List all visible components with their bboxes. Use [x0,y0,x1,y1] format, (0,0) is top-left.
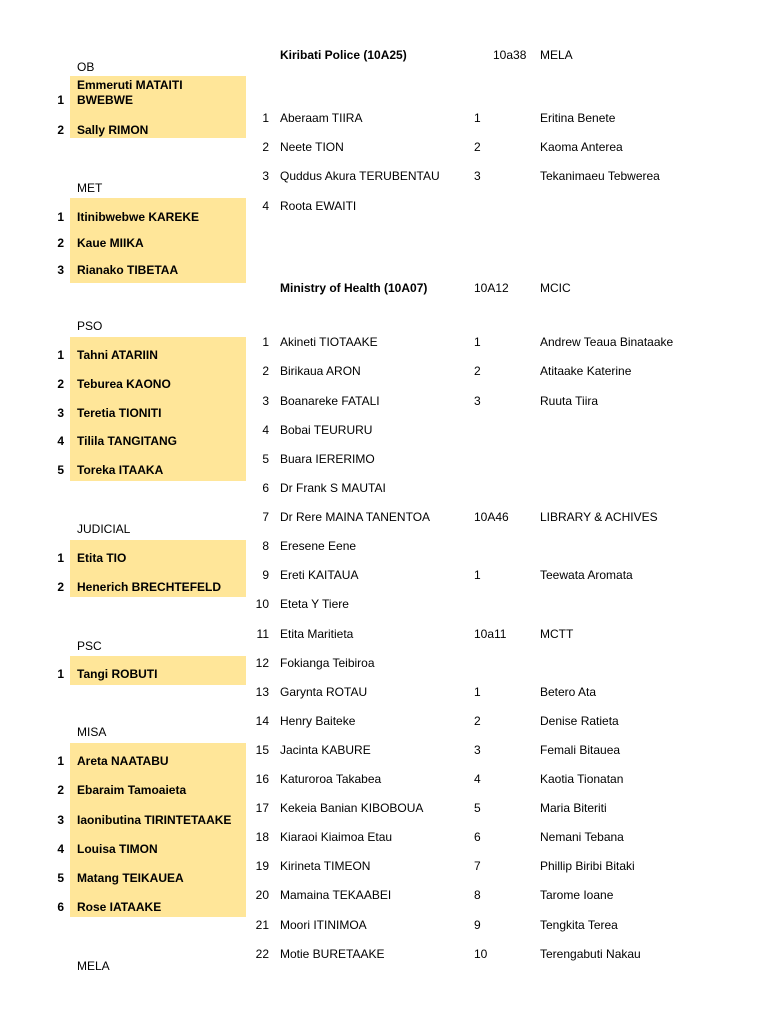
member-name: Moori ITINIMOA [280,918,367,932]
member-name: Henry Baiteke [280,714,356,728]
row-number: 1 [57,754,64,768]
member-name: Etita Maritieta [280,627,354,641]
member-name: Phillip Biribi Bitaki [540,859,635,873]
row-number: 2 [57,580,64,594]
member-name: Mamaina TEKAABEI [280,888,392,902]
member-name: Rianako TIBETAA [77,263,179,277]
row-number: 19 [255,859,269,873]
row-number: 1 [57,210,64,224]
row-number: 4 [474,772,481,786]
row-number: 1 [474,685,481,699]
row-number: 5 [57,463,64,477]
row-number: 4 [262,423,269,437]
row-number: 7 [474,859,481,873]
row-number: 3 [57,406,64,420]
member-name: Maria Biteriti [540,801,607,815]
member-name: Motie BURETAAKE [280,947,385,961]
section-title: Kiribati Police (10A25) [280,48,407,62]
member-name: Aberaam TIIRA [280,111,363,125]
row-number: 2 [57,783,64,797]
member-name: Garynta ROTAU [280,685,368,699]
member-name: Andrew Teaua Binataake [540,335,674,349]
row-number: 2 [57,123,64,137]
row-number: 8 [474,888,481,902]
row-number: 1 [262,111,269,125]
member-name: Matang TEIKAUEA [77,871,184,885]
row-number: 1 [474,335,481,349]
member-name: Tahni ATARIIN [77,348,158,362]
member-name: Katuroroa Takabea [280,772,382,786]
row-number: 16 [255,772,269,786]
member-name: Itinibwebwe KAREKE [77,210,200,224]
group-title: MET [77,181,103,195]
section-title: MCTT [540,627,574,641]
group-title: PSO [77,319,103,333]
row-number: 5 [474,801,481,815]
row-number: 14 [255,714,269,728]
row-number: 17 [255,801,269,815]
member-name: Emmeruti MATAITI [77,78,183,92]
section-title: MCIC [540,281,571,295]
row-number: 13 [255,685,269,699]
member-name: Teretia TIONITI [77,406,162,420]
row-number: 1 [474,111,481,125]
row-number: 21 [255,918,269,932]
group-title: PSC [77,639,102,653]
row-number: 11 [256,627,269,641]
row-number: 3 [262,394,269,408]
row-number: 3 [57,263,64,277]
row-number: 3 [57,813,64,827]
section-code: 10a38 [493,48,527,62]
member-name: Areta NAATABU [77,754,169,768]
row-number: 2 [474,364,481,378]
member-name: Ereti KAITAUA [280,568,359,582]
row-number: 4 [262,199,269,213]
row-number: 1 [57,667,64,681]
row-number: 20 [255,888,269,902]
member-name: Ruuta Tiira [540,394,599,408]
group-title: OB [77,60,95,74]
member-name: Jacinta KABURE [280,743,371,757]
row-number: 10 [474,947,488,961]
group-title: MELA [77,959,110,973]
row-number: 18 [255,830,269,844]
member-name: Eresene Eene [280,539,357,553]
member-name: Kekeia Banian KIBOBOUA [280,801,424,815]
member-name: Kaoma Anterea [540,140,623,154]
member-name: Akineti TIOTAAKE [280,335,378,349]
member-name: Dr Frank S MAUTAI [280,481,386,495]
member-name: Nemani Tebana [540,830,624,844]
member-name: Birikaua ARON [280,364,361,378]
member-name: Terengabuti Nakau [540,947,641,961]
member-name: Roota EWAITI [280,199,357,213]
member-name: Quddus Akura TERUBENTAU [280,169,440,183]
row-number: 15 [255,743,269,757]
member-name: Tengkita Terea [540,918,618,932]
member-name: Kiaraoi Kiaimoa Etau [280,830,393,844]
member-name: Etita TIO [77,551,127,565]
row-number: 6 [262,481,269,495]
row-number: 12 [255,656,269,670]
member-name: Femali Bitauea [540,743,621,757]
member-name: Louisa TIMON [77,842,158,856]
row-number: 7 [262,510,269,524]
member-name: Boanareke FATALI [280,394,380,408]
section-code: 10A12 [474,281,509,295]
row-number: 8 [262,539,269,553]
member-name: Tekanimaeu Tebwerea [540,169,660,183]
row-number: 2 [57,377,64,391]
row-number: 2 [262,364,269,378]
row-number: 5 [57,871,64,885]
group-title: JUDICIAL [77,522,131,536]
section-title: Ministry of Health (10A07) [280,281,428,295]
member-name: BWEBWE [77,93,133,107]
member-name: Iaonibutina TIRINTETAAKE [77,813,232,827]
member-name: Henerich BRECHTEFELD [77,580,222,594]
row-number: 1 [474,568,481,582]
row-number: 3 [474,743,481,757]
row-number: 2 [474,140,481,154]
row-number: 3 [262,169,269,183]
member-name: Sally RIMON [77,123,149,137]
member-name: Eteta Y Tiere [280,597,349,611]
member-name: Toreka ITAAKA [77,463,164,477]
member-name: Teburea KAONO [77,377,171,391]
row-number: 2 [57,236,64,250]
section-code: 10a11 [474,627,507,641]
member-name: Teewata Aromata [540,568,633,582]
row-number: 6 [57,900,64,914]
member-name: Rose IATAAKE [77,900,162,914]
row-number: 3 [474,169,481,183]
member-name: Eritina Benete [540,111,616,125]
row-number: 5 [262,452,269,466]
member-name: Tarome Ioane [540,888,614,902]
row-number: 9 [262,568,269,582]
group-title: MISA [77,725,107,739]
member-name: Fokianga Teibiroa [280,656,375,670]
row-number: 1 [57,348,64,362]
member-name: Tangi ROBUTI [77,667,158,681]
member-name: Tilila TANGITANG [77,434,178,448]
member-name: Buara IERERIMO [280,452,375,466]
row-number: 3 [474,394,481,408]
section-title: MELA [540,48,573,62]
row-number: 6 [474,830,481,844]
member-name: Ebaraim Tamoaieta [77,783,187,797]
row-number: 1 [57,551,64,565]
member-name: Atitaake Katerine [540,364,632,378]
member-name: Kaue MIIKA [77,236,144,250]
member-name: Denise Ratieta [540,714,619,728]
highlight-box [70,743,246,917]
member-name: Dr Rere MAINA TANENTOA [280,510,431,524]
member-name: Neete TION [280,140,344,154]
member-name: Kirineta TIMEON [280,859,371,873]
row-number: 2 [262,140,269,154]
row-number: 2 [474,714,481,728]
row-number: 22 [255,947,269,961]
row-number: 1 [262,335,269,349]
member-name: Kaotia Tionatan [540,772,624,786]
row-number: 4 [57,842,64,856]
member-name: Betero Ata [540,685,597,699]
row-number: 4 [57,434,64,448]
row-number: 10 [255,597,269,611]
member-name: Bobai TEURURU [280,423,373,437]
section-title: LIBRARY & ACHIVES [540,510,658,524]
section-code: 10A46 [474,510,509,524]
row-number: 1 [57,93,64,107]
row-number: 9 [474,918,481,932]
